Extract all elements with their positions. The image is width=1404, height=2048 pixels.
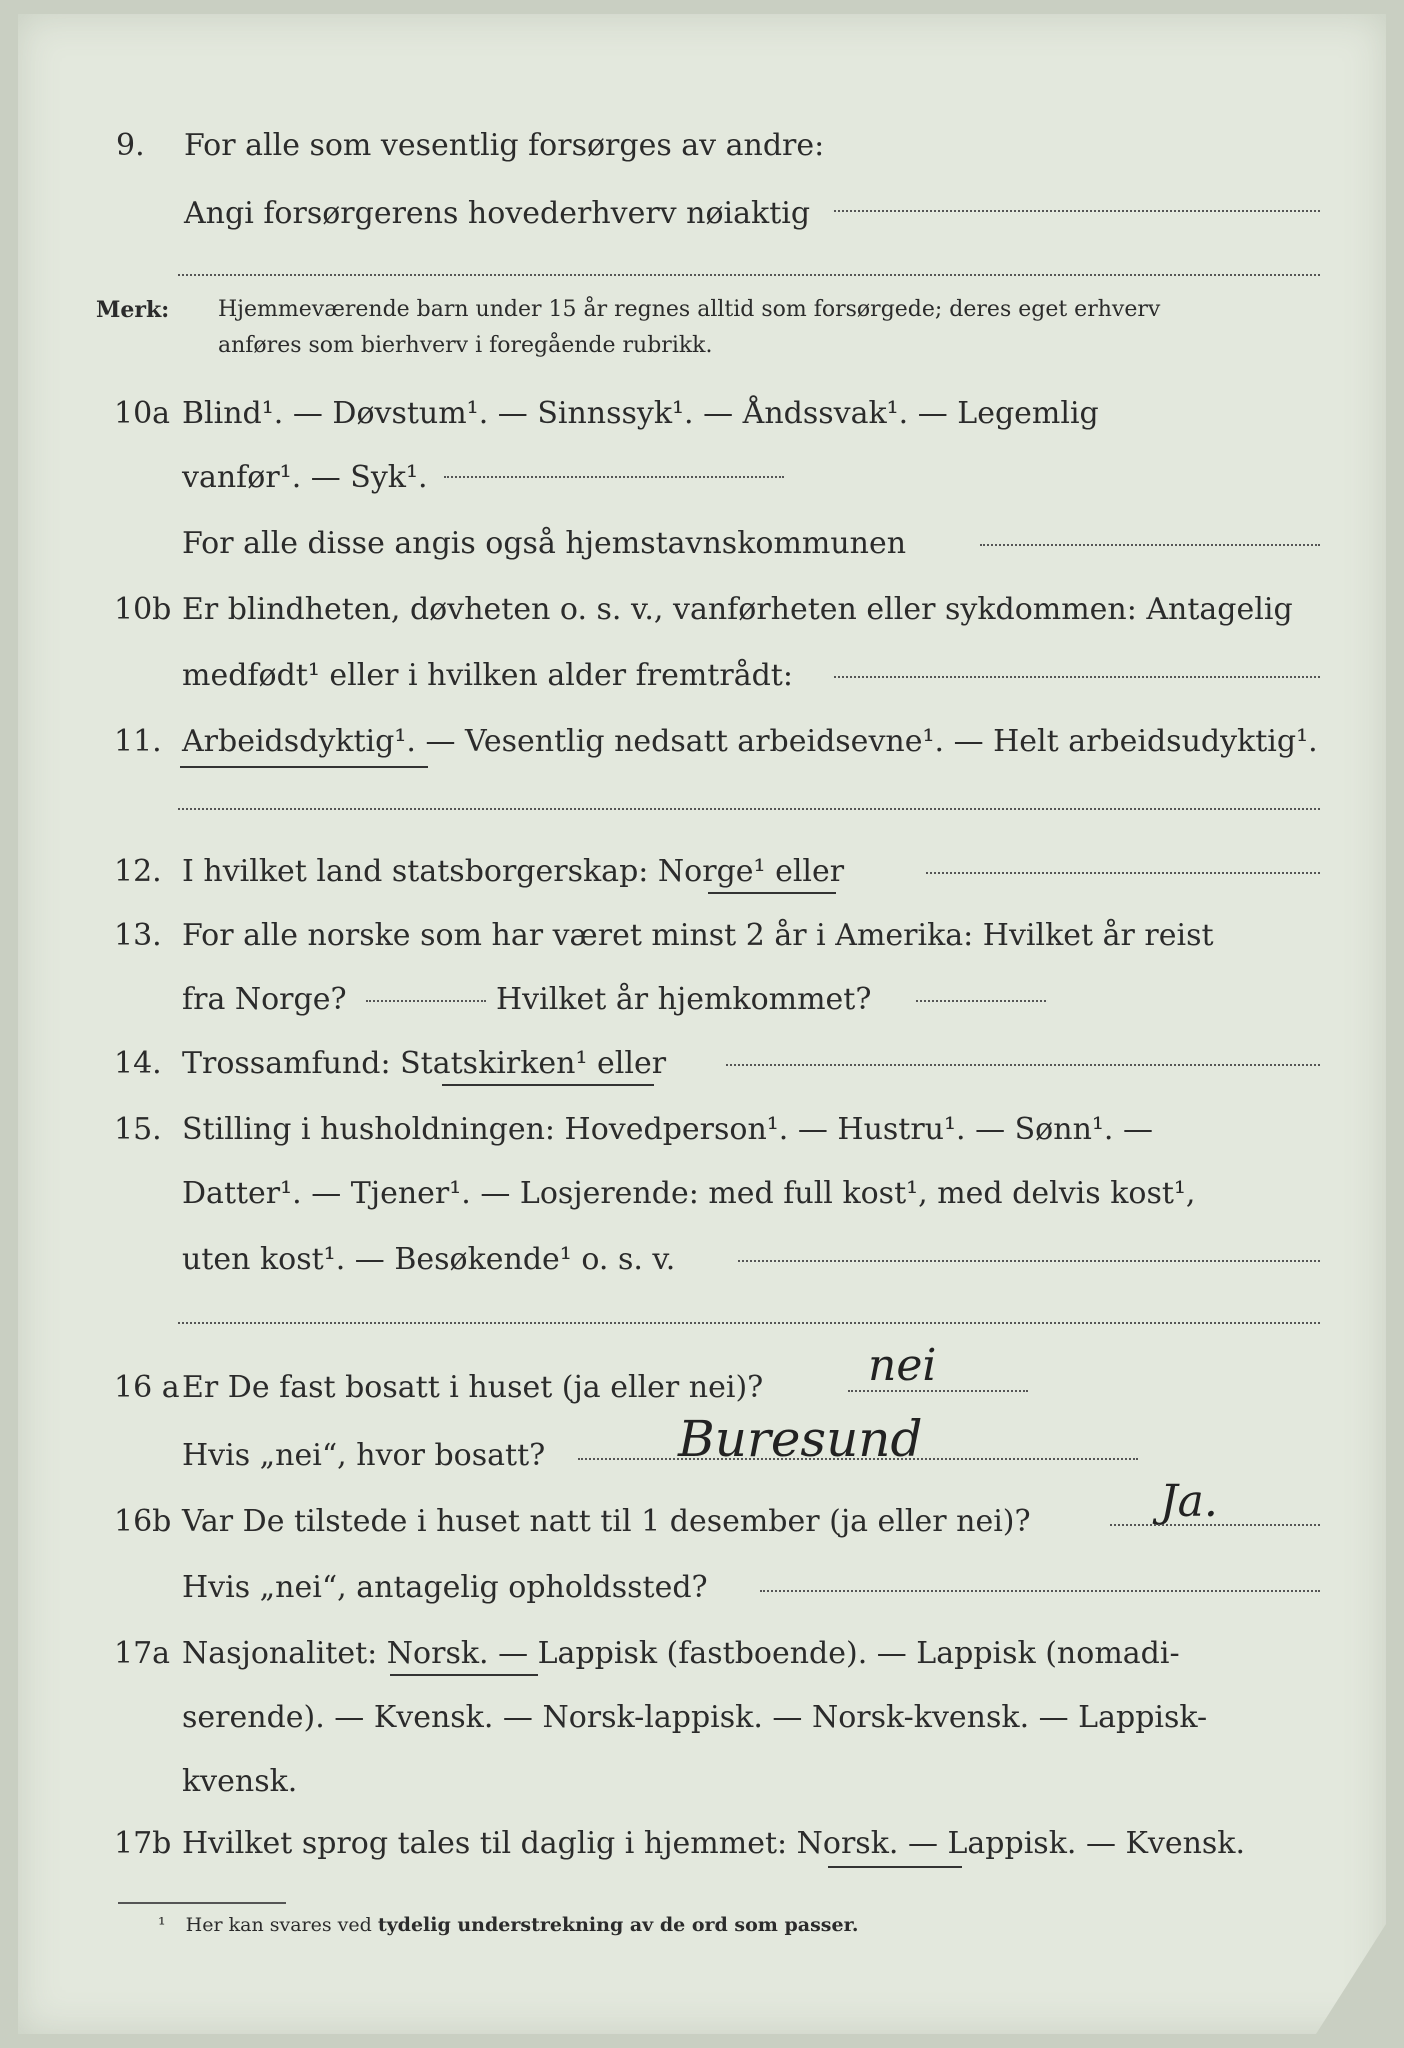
q13-year-return-line[interactable]: [916, 1000, 1046, 1002]
q12-underline-mark: [708, 892, 836, 894]
q16a-text-2: Hvis „nei“, hvor bosatt?: [182, 1438, 546, 1473]
q12-number: 12.: [114, 854, 162, 889]
q16b-handwritten-answer: Ja.: [1160, 1476, 1218, 1527]
q11-answer-line[interactable]: [178, 808, 1320, 810]
q10a-answer-line[interactable]: [444, 476, 784, 478]
q13-text: For alle norske som har været minst 2 år i Amerika: Hvilket år reist: [182, 918, 1214, 953]
q16b-answer-line[interactable]: [1110, 1524, 1320, 1526]
q16a-handwritten-answer: nei: [868, 1340, 937, 1391]
q17a-row3: [18, 1754, 1386, 1810]
folded-corner: [1316, 1924, 1386, 2034]
q16a-handwritten-place: Buresund: [678, 1410, 923, 1468]
q16b-text: Var De tilstede i huset natt til 1 desember (ja eller nei)?: [182, 1504, 1031, 1539]
q15-answer-line[interactable]: [738, 1260, 1320, 1262]
q16a-row: [18, 1360, 1386, 1416]
q16a-number: 16 a: [114, 1370, 180, 1405]
q16a-answer-line-2[interactable]: [578, 1458, 1138, 1460]
q10a-answer-line-2[interactable]: [980, 544, 1320, 546]
q17b-text: Hvilket sprog tales til daglig i hjemmet: Norsk. — Lappisk. — Kvensk.: [182, 1826, 1246, 1861]
q12-answer-line[interactable]: [926, 872, 1320, 874]
q17a-row2: [18, 1690, 1386, 1746]
q9-row2: [18, 186, 1386, 242]
q16b-text-2: Hvis „nei“, antagelig opholdssted?: [182, 1570, 708, 1605]
q11-number: 11.: [114, 724, 162, 759]
q9-answer-line[interactable]: [834, 210, 1320, 212]
q10a-text-2: vanfør¹. — Syk¹.: [182, 460, 428, 495]
q14-answer-line[interactable]: [726, 1064, 1320, 1066]
footnote-mark: ¹: [158, 1914, 166, 1936]
q17a-number: 17a: [114, 1636, 171, 1671]
q10b-number: 10b: [114, 592, 172, 627]
q14-underline-mark: [442, 1084, 654, 1086]
merk-note: [96, 292, 1161, 329]
q9-text: For alle som vesentlig forsørges av andre:: [184, 128, 825, 163]
q16b-answer-line-2[interactable]: [760, 1590, 1320, 1592]
q13-row2: [18, 972, 1386, 1028]
q12-text: I hvilket land statsborgerskap: Norge¹ eller: [182, 854, 845, 889]
q15-text-3: uten kost¹. — Besøkende¹ o. s. v.: [182, 1242, 676, 1277]
q15-row2: [18, 1166, 1386, 1222]
q16a-text: Er De fast bosatt i huset (ja eller nei)?: [182, 1370, 764, 1405]
footnote-bold-text: tydelig understrekning av de ord som passer.: [377, 1914, 859, 1936]
q16b-number: 16b: [114, 1504, 172, 1539]
q10a-row2: [18, 450, 1386, 506]
footnote-text: Her kan svares ved: [185, 1914, 372, 1936]
q10b-text-2: medfødt¹ eller i hvilken alder fremtrådt:: [182, 658, 793, 693]
q9-number: 9.: [116, 128, 145, 163]
q15-text-2: Datter¹. — Tjener¹. — Losjerende: med full kost¹, med delvis kost¹,: [182, 1176, 1196, 1211]
q11-text: Arbeidsdyktig¹. — Vesentlig nedsatt arbeidsevne¹. — Helt arbeidsudyktig¹.: [182, 724, 1318, 759]
footnote-rule: [118, 1902, 286, 1904]
q10b-answer-line[interactable]: [834, 676, 1320, 678]
q17a-row: [18, 1626, 1386, 1682]
census-form-page: [18, 14, 1386, 2034]
q15-text: Stilling i husholdningen: Hovedperson¹. — Hustru¹. — Sønn¹. —: [182, 1112, 1153, 1147]
q14-text: Trossamfund: Statskirken¹ eller: [182, 1046, 667, 1081]
q16b-row2: [18, 1560, 1386, 1616]
q17a-text: Nasjonalitet: Norsk. — Lappisk (fastboende). — Lappisk (nomadi-: [182, 1636, 1180, 1671]
q10b-text: Er blindheten, døvheten o. s. v., vanførheten eller sykdommen: Antagelig: [182, 592, 1293, 627]
q17a-text-3: kvensk.: [182, 1764, 298, 1799]
q15-row: [18, 1102, 1386, 1158]
footnote: [158, 1914, 858, 1936]
q13-text-2b: Hvilket år hjemkommet?: [496, 982, 872, 1017]
q16a-answer-line[interactable]: [848, 1390, 1028, 1392]
merk-text-1: Hjemmeværende barn under 15 år regnes alltid som forsørgede; deres eget erhverv: [218, 297, 1161, 322]
q10b-row: [18, 582, 1386, 638]
q10a-text: Blind¹. — Døvstum¹. — Sinnssyk¹. — Åndssvak¹. — Legemlig: [182, 396, 1099, 431]
q17a-text-2: serende). — Kvensk. — Norsk-lappisk. — Norsk-kvensk. — Lappisk-: [182, 1700, 1208, 1735]
q11-row: [18, 714, 1386, 770]
q13-text-2a: fra Norge?: [182, 982, 347, 1017]
q17b-number: 17b: [114, 1826, 172, 1861]
q17b-underline-mark: [828, 1866, 962, 1868]
q17b-row: [18, 1816, 1386, 1872]
q15-number: 15.: [114, 1112, 162, 1147]
q10a-number: 10a: [114, 396, 171, 431]
q10a-text-3: For alle disse angis også hjemstavnskommunen: [182, 526, 907, 561]
q15-answer-line-2[interactable]: [178, 1322, 1320, 1324]
q9-text-2: Angi forsørgerens hovederhverv nøiaktig: [184, 196, 811, 231]
merk-text-2: anføres som bierhverv i foregående rubrikk.: [218, 333, 713, 358]
q13-number: 13.: [114, 918, 162, 953]
q9-row: [18, 118, 1386, 174]
merk-label: Merk:: [96, 297, 170, 323]
q14-number: 14.: [114, 1046, 162, 1081]
q10a-row: [18, 386, 1386, 442]
q11-underline-mark: [180, 766, 428, 768]
q17a-underline-mark: [390, 1674, 538, 1676]
q13-row: [18, 908, 1386, 964]
q13-year-left-line[interactable]: [366, 1000, 486, 1002]
q9-answer-line-2[interactable]: [178, 274, 1320, 276]
